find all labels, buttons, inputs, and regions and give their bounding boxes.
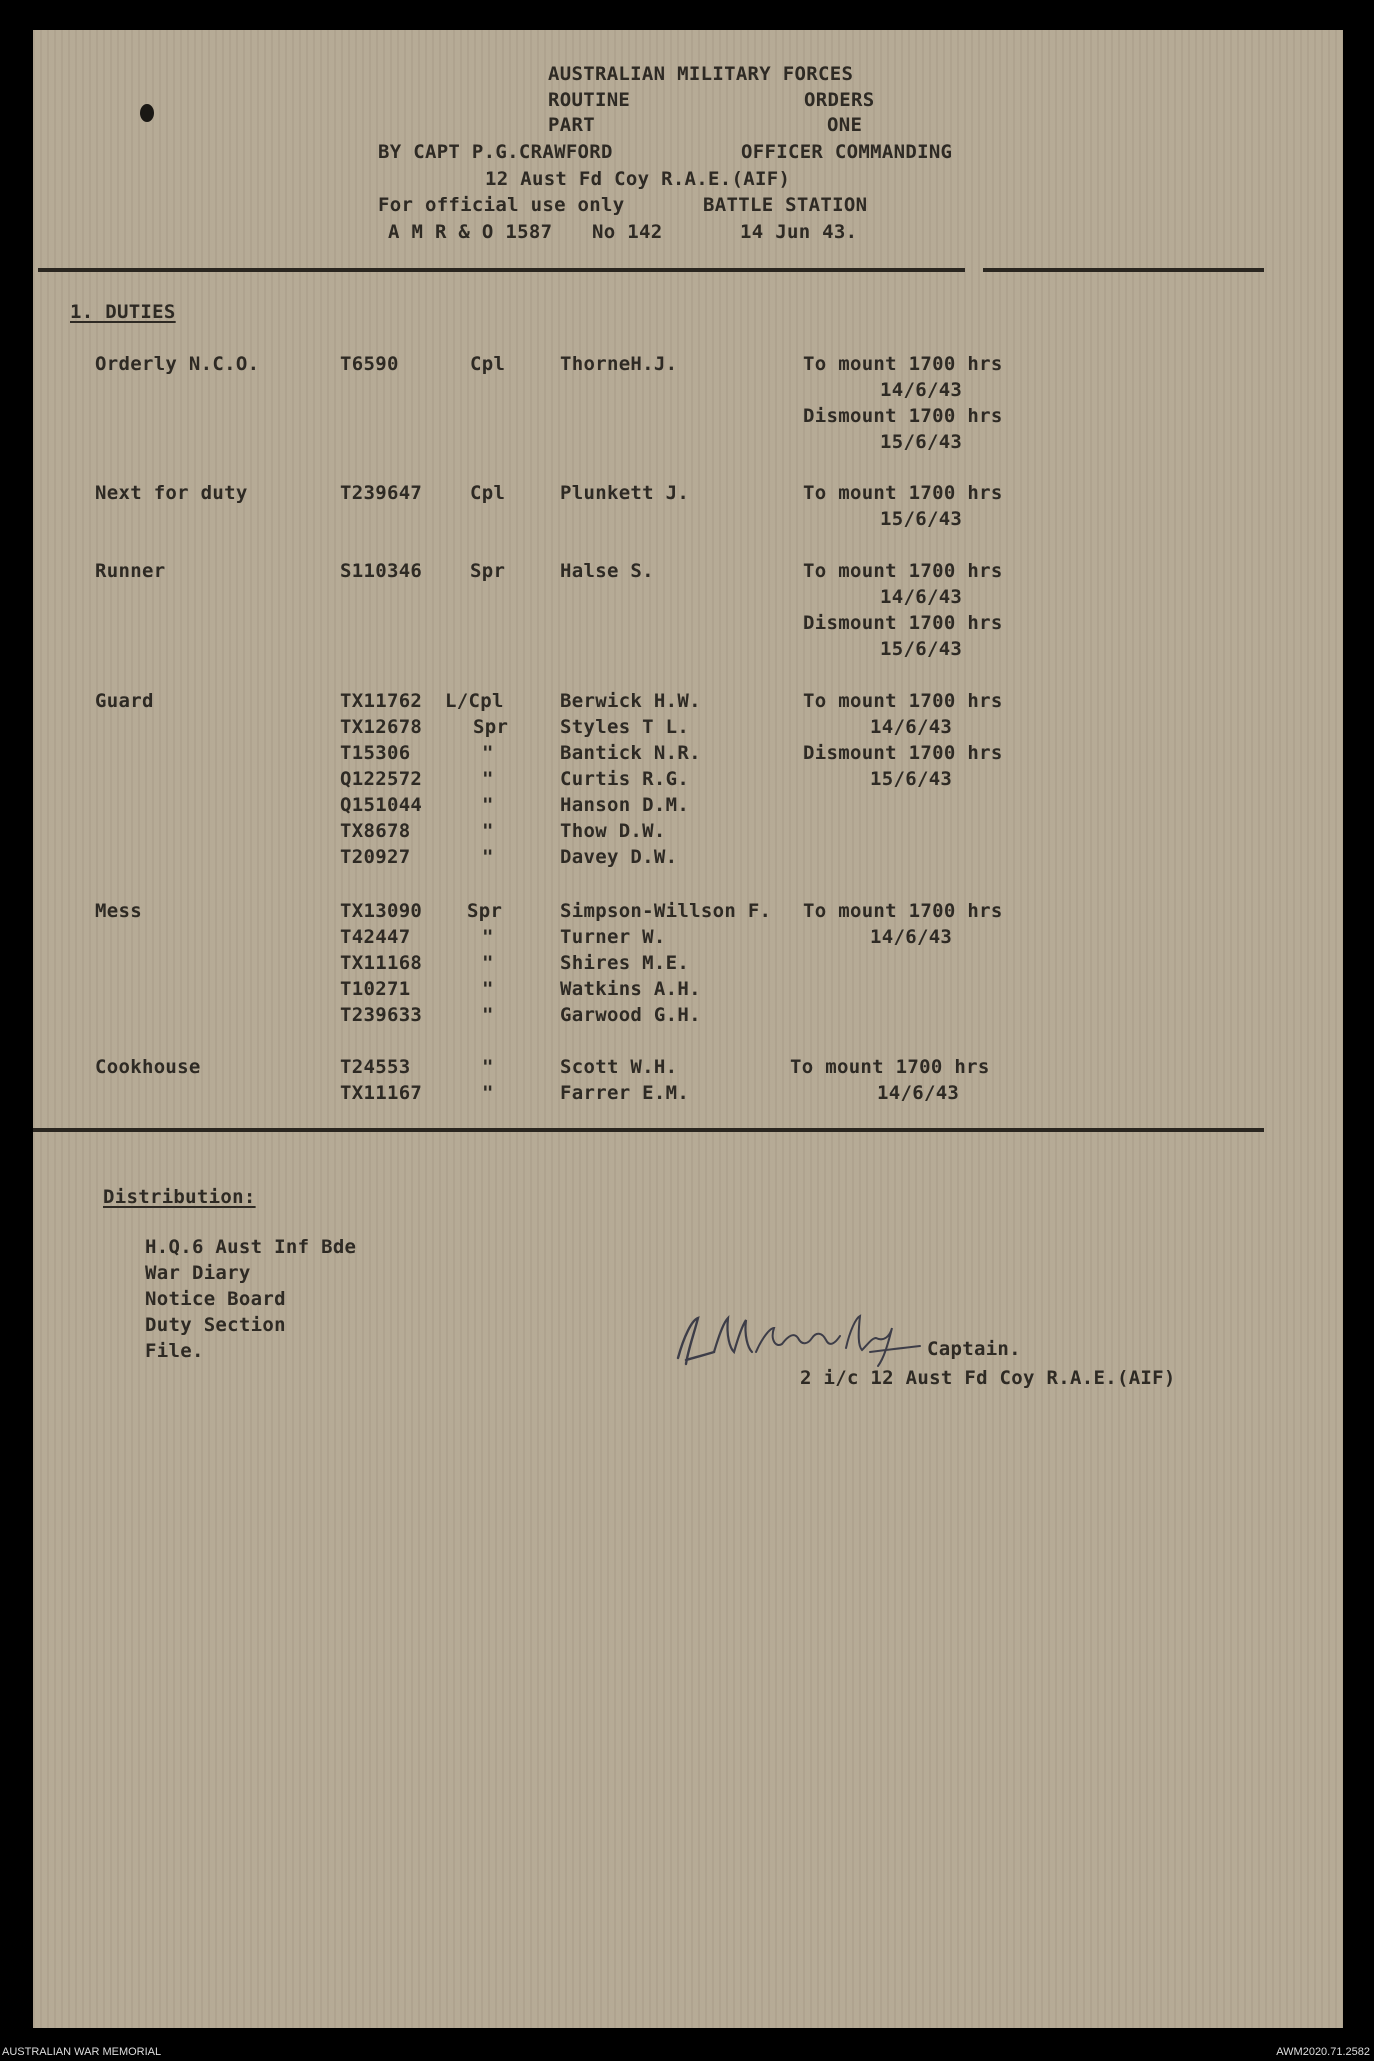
duty-note: Dismount 1700 hrs	[803, 405, 1003, 427]
header-station: BATTLE STATION	[703, 194, 868, 216]
header-official: For official use only	[378, 194, 625, 216]
service-number: Q151044	[340, 794, 423, 816]
footer-accession: AWM2020.71.2582	[1276, 2046, 1370, 2058]
service-number: T10271	[340, 978, 411, 1000]
duty-note: To mount 1700 hrs	[803, 900, 1003, 922]
duty-note: 15/6/43	[880, 638, 963, 660]
rank: L/Cpl	[445, 690, 504, 712]
soldier-name: ThorneH.J.	[560, 353, 678, 375]
rank: "	[482, 978, 494, 1000]
footer-bar	[0, 2044, 1374, 2061]
distribution-item: H.Q.6 Aust Inf Bde	[145, 1236, 357, 1258]
rank: Spr	[473, 716, 509, 738]
soldier-name: Davey D.W.	[560, 846, 678, 868]
duty-label: Cookhouse	[95, 1056, 201, 1078]
distribution-item: War Diary	[145, 1262, 251, 1284]
header-unit: 12 Aust Fd Coy R.A.E.(AIF)	[485, 168, 791, 190]
handwritten-signature	[670, 1308, 930, 1370]
distribution-item: Notice Board	[145, 1288, 286, 1310]
service-number: T15306	[340, 742, 411, 764]
duty-note: Dismount 1700 hrs	[803, 742, 1003, 764]
service-number: TX12678	[340, 716, 423, 738]
soldier-name: Shires M.E.	[560, 952, 690, 974]
service-number: TX8678	[340, 820, 411, 842]
service-number: T24553	[340, 1056, 411, 1078]
rank: "	[482, 1082, 494, 1104]
duty-note: 14/6/43	[870, 926, 953, 948]
header-amr: A M R & O 1587	[388, 221, 553, 243]
rank: "	[482, 926, 494, 948]
soldier-name: Curtis R.G.	[560, 768, 690, 790]
soldier-name: Scott W.H.	[560, 1056, 678, 1078]
duty-note: 15/6/43	[880, 508, 963, 530]
duty-label: Runner	[95, 560, 166, 582]
duty-label: Orderly N.C.O.	[95, 353, 260, 375]
duty-note: 15/6/43	[870, 768, 953, 790]
soldier-name: Berwick H.W.	[560, 690, 701, 712]
header-date: 14 Jun 43.	[740, 221, 858, 243]
distribution-title: Distribution:	[103, 1186, 256, 1208]
service-number: T6590	[340, 353, 399, 375]
distribution-item: File.	[145, 1340, 204, 1362]
soldier-name: Plunkett J.	[560, 482, 690, 504]
header-routine: ROUTINE	[548, 89, 631, 111]
service-number: T239633	[340, 1004, 423, 1026]
soldier-name: Hanson D.M.	[560, 794, 690, 816]
header-one: ONE	[827, 114, 863, 136]
duty-note: To mount 1700 hrs	[803, 353, 1003, 375]
duty-note: To mount 1700 hrs	[803, 690, 1003, 712]
rank: "	[482, 952, 494, 974]
header-orders: ORDERS	[804, 89, 875, 111]
soldier-name: Halse S.	[560, 560, 654, 582]
soldier-name: Turner W.	[560, 926, 666, 948]
soldier-name: Styles T L.	[560, 716, 690, 738]
service-number: TX11762	[340, 690, 423, 712]
soldier-name: Simpson-Willson F.	[560, 900, 772, 922]
duty-note: To mount 1700 hrs	[803, 482, 1003, 504]
bottom-divider	[33, 1128, 1264, 1132]
soldier-name: Watkins A.H.	[560, 978, 701, 1000]
rank: "	[482, 768, 494, 790]
service-number: T20927	[340, 846, 411, 868]
section-title: 1. DUTIES	[70, 301, 176, 323]
duty-note: To mount 1700 hrs	[803, 560, 1003, 582]
header-by: BY CAPT P.G.CRAWFORD	[378, 141, 613, 163]
duty-note: To mount 1700 hrs	[790, 1056, 990, 1078]
service-number: S110346	[340, 560, 423, 582]
rank: Spr	[467, 900, 503, 922]
duty-note: Dismount 1700 hrs	[803, 612, 1003, 634]
soldier-name: Garwood G.H.	[560, 1004, 701, 1026]
header-officer: OFFICER COMMANDING	[741, 141, 953, 163]
duty-label: Guard	[95, 690, 154, 712]
ink-blot	[140, 104, 154, 122]
signatory-rank: Captain.	[927, 1338, 1021, 1360]
duty-note: 14/6/43	[877, 1082, 960, 1104]
soldier-name: Farrer E.M.	[560, 1082, 690, 1104]
rank: Cpl	[470, 353, 506, 375]
rank: "	[482, 742, 494, 764]
rank: Cpl	[470, 482, 506, 504]
rank: "	[482, 846, 494, 868]
rank: "	[482, 1056, 494, 1078]
service-number: TX11168	[340, 952, 423, 974]
rank: "	[482, 820, 494, 842]
service-number: Q122572	[340, 768, 423, 790]
soldier-name: Thow D.W.	[560, 820, 666, 842]
service-number: TX11167	[340, 1082, 423, 1104]
header-part: PART	[548, 114, 595, 136]
duty-note: 15/6/43	[880, 431, 963, 453]
footer-credit: AUSTRALIAN WAR MEMORIAL	[2, 2046, 162, 2058]
service-number: T42447	[340, 926, 411, 948]
document-page	[33, 30, 1343, 2028]
header-number: No 142	[592, 221, 663, 243]
duty-note: 14/6/43	[880, 379, 963, 401]
top-divider-right	[983, 268, 1264, 272]
service-number: TX13090	[340, 900, 423, 922]
duty-label: Mess	[95, 900, 142, 922]
top-divider	[38, 268, 965, 272]
rank: Spr	[470, 560, 506, 582]
duty-note: 14/6/43	[880, 586, 963, 608]
duty-label: Next for duty	[95, 482, 248, 504]
distribution-item: Duty Section	[145, 1314, 286, 1336]
rank: "	[482, 794, 494, 816]
soldier-name: Bantick N.R.	[560, 742, 701, 764]
service-number: T239647	[340, 482, 423, 504]
signatory-title: 2 i/c 12 Aust Fd Coy R.A.E.(AIF)	[800, 1367, 1176, 1389]
rank: "	[482, 1004, 494, 1026]
duty-note: 14/6/43	[870, 716, 953, 738]
header-title: AUSTRALIAN MILITARY FORCES	[548, 63, 854, 85]
